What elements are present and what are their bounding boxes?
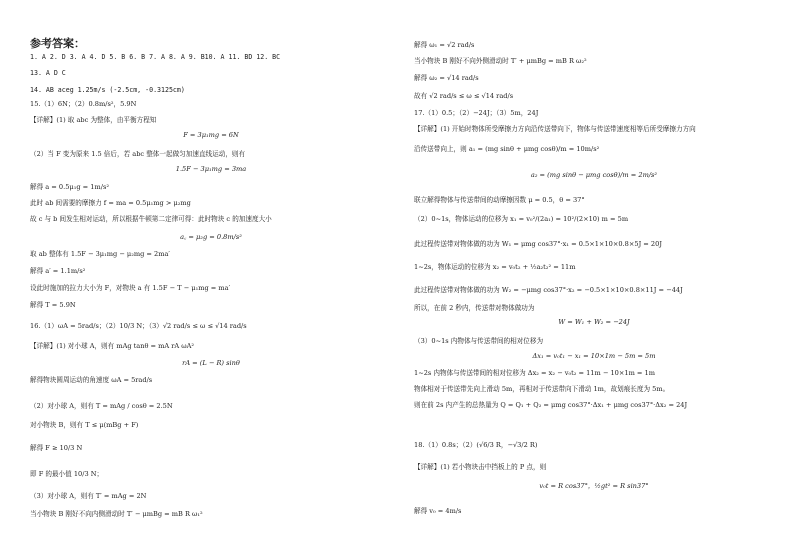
answer-line: 对小物块 B，则有 T ≤ μ(mBg + F) [30,421,139,429]
answer-line: 此过程传送带对物体做的功为 W₁ = μmg cos37°·x₁ = 0.5×1×10×0.8×5J = 20J [414,240,662,248]
answer-line: 取 ab 整体有 1.5F − 3μ₁mg − μ₂mg = 2ma′ [30,250,170,258]
answer-line: 16.（1）ωA = 5rad/s；（2）10/3 N；（3）√2 rad/s ≤ ω ≤ √14 rad/s [30,322,247,330]
answer-line: 物体相对于传送带先向上滑动 5m，再相对于传送带向下滑动 1m，故划痕长度为 5m。 [414,385,670,393]
answer-line: 所以，在前 2 秒内，传送带对物体做功为 [414,304,535,312]
formula-line: F = 3μ₁mg = 6N [183,131,239,139]
answer-line: 17.（1）0.5；（2）−24J；（3）5m，24J [414,109,539,117]
answers-title: 参考答案： [30,37,85,50]
formula-line: a꜀ = μ₂g = 0.8m/s² [180,233,242,241]
answer-line: 解得 a = 0.5μ₁g = 1m/s² [30,183,109,191]
answer-line: （2）0~1s，物体运动的位移为 x₁ = v₀²/(2a₁) = 10²/(2×10) m = 5m [414,215,629,223]
answer-line: 联立解得物体与传送带间的动摩擦因数 μ = 0.5，θ = 37° [414,196,585,204]
answer-line: （3）对小球 A，则有 T′ = mAg = 2N [30,492,147,500]
answer-line: 解得 v₀ = 4m/s [414,507,462,515]
answer-line: 故 c 与 b 间发生相对运动，所以根据牛顿第二定律可得：此时物块 c 的加速度大小 [30,215,272,223]
answer-line: 设此时施加的拉力大小为 F，对物块 a 有 1.5F − T − μ₁mg = ma′ [30,284,231,292]
answer-line: 故有 √2 rad/s ≤ ω ≤ √14 rad/s [414,92,514,100]
formula-line: 1.5F − 3μ₁mg = 3ma [175,165,247,173]
answer-line: 当小物块 B 刚好不向外侧滑动时 T′ + μmBg = mB R ω₂² [414,57,587,65]
answer-line: 解得 F ≥ 10/3 N [30,444,83,452]
answer-line: 1~2s 内物体与传送带间的相对位移为 Δx₂ = x₂ − v₀t₂ = 11m − 10×1m = 1m [414,369,655,377]
answer-line: 13. A D C [30,69,66,77]
answer-line: 【详解】(1) 若小物块击中挡板上的 P 点，则 [414,463,547,471]
answer-line: 【详解】(1) 对小球 A，则有 mAg tanθ = mA rA ωA² [30,342,195,350]
answer-line: 此过程传送带对物体做的功为 W₂ = −μmg cos37°·x₂ = −0.5×1×10×0.8×11J = −44J [414,286,683,294]
answer-line: 18.（1）0.8s；（2）(√6/3 R，−√3/2 R) [414,441,538,449]
answer-line: 则在前 2s 内产生的总热量为 Q = Q₁ + Q₂ = μmg cos37°·Δx₁ + μmg cos37°·Δx₂ = 24J [414,401,688,409]
answer-line: 解得 ω₂ = √14 rad/s [414,74,479,82]
answer-line: 此时 ab 间需要的摩擦力 f = ma = 0.5μ₁mg > μ₂mg [30,199,191,207]
answer-line: 解得 T = 5.9N [30,301,76,309]
answer-line: 【详解】(1) 开始时物体所受摩擦力方向沿传送带向下，物体与传送带速度相等后所受摩擦力方向 [414,125,696,133]
answer-line: 【详解】(1) 取 abc 为整体，由平衡方程知 [30,116,157,124]
answer-line: 解得物块圆周运动的角速度 ωA = 5rad/s [30,376,153,384]
formula-line: W = W₁ + W₂ = −24J [558,318,630,326]
answer-line: （3）0~1s 内物体与传送带间的相对位移为 [414,337,544,345]
answer-line: （2）对小球 A，则有 T = mAg / cosθ = 2.5N [30,402,173,410]
answer-line: 解得 a′ = 1.1m/s² [30,267,86,275]
answer-line: 14. AB aceg 1.25m/s (-2.5cm, -0.3125cm) [30,86,185,94]
answer-line: 1~2s，物体运动的位移为 x₂ = v₀t₂ + ½a₂t₂² = 11m [414,263,576,271]
answer-line: 当小物块 B 刚好不向内侧滑动时 T′ − μmBg = mB R ω₁² [30,510,203,518]
answer-line: 即 F 的最小值 10/3 N； [30,470,104,478]
formula-line: rA = (L − R) sinθ [182,359,240,367]
formula-line: v₀t = R cos37°，½gt² = R sin37° [539,482,649,490]
answer-line: 沿传送带向上，则 a₁ = (mg sinθ + μmg cosθ)/m = 10m/s² [414,145,600,153]
answer-line: 解得 ω₁ = √2 rad/s [414,41,475,49]
answer-line: （2）当 F 变为原来 1.5 倍后，若 abc 整体一起做匀加速直线运动，则有 [30,150,246,158]
answer-line: 1. A 2. D 3. A 4. D 5. B 6. B 7. A 8. A 9. B10. A 11. BD 12. BC [30,53,281,61]
answer-line: 15.（1）6N；（2）0.8m/s²，5.9N [30,100,137,108]
formula-line: a₂ = (mg sinθ − μmg cosθ)/m = 2m/s² [530,171,658,179]
formula-line: Δx₁ = v₀t₁ − x₁ = 10×1m − 5m = 5m [532,352,656,360]
